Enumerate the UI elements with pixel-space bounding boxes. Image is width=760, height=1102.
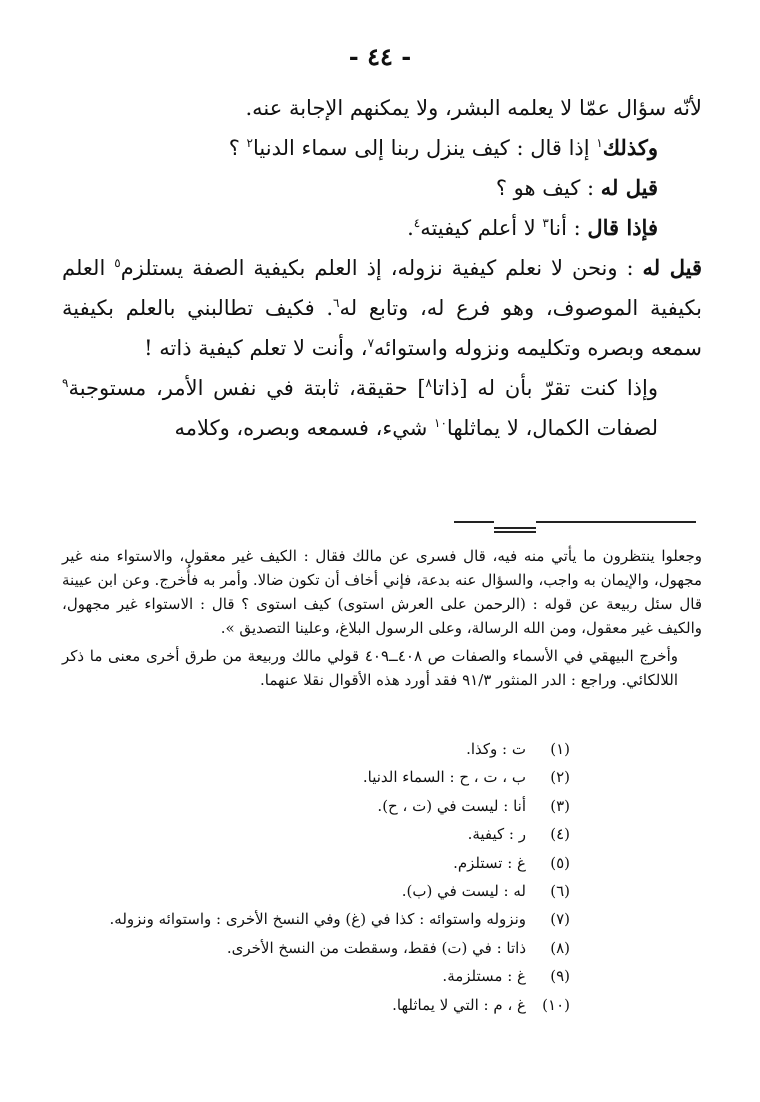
footnote-marker: ٥ [114,256,121,270]
paragraph-3 [62,168,702,208]
variant-number: (٨) [550,938,570,957]
paragraph-text: العلم بكيفية الموصوف، وهو فرع له، وتابع له [62,256,702,320]
footnote-divider [536,521,696,523]
variant-note [70,877,570,905]
variant-readings [70,735,570,1019]
footnote-marker: ٢ [246,136,253,150]
paragraph-text: ؟ [228,136,247,160]
footnote-marker: ٤ [413,216,421,230]
paragraph-text: ، وأنت لا تعلم كيفية ذاته ! [144,336,368,360]
variant-text: ونزوله واستوائه : كذا في (غ) وفي النسخ الأخرى : واستوائه ونزوله. [109,910,526,929]
footnote-divider [454,521,494,523]
paragraph-text: . فكيف تطالبني بالعلم بكيفية سمعه وبصره وتكليمه ونزوله واستوائه [62,296,702,360]
paragraph-text: ] حقيقة، ثابتة في نفس الأمر، مستوجبة [68,376,426,400]
variant-text: ت : وكذا. [466,740,526,758]
paragraph-text: : ونحن لا نعلم كيفية نزوله، إذ العلم بكيفية الصفة يستلزم [120,256,643,280]
variant-note [70,792,570,820]
paragraph-lead: قيل له [642,255,703,280]
footnotes [62,544,702,692]
variant-note [70,991,570,1019]
variant-text: له : ليست في (ب). [401,882,526,901]
variant-text: أنا : ليست في (ت ، ح). [377,796,526,815]
variant-number: (٣) [550,796,570,815]
variant-text: غ : تستلزم. [453,853,526,872]
variant-note [70,763,570,791]
variant-note [70,934,570,962]
paragraph-1: لأنّه سؤال عمّا لا يعلمه البشر، ولا يمكنهم الإجابة عنه. [245,96,702,120]
footnote-continuation: وجعلوا ينتظرون ما يأتي منه فيه، قال فسرى عن مالك فقال : الكيف غير معقول، والاستواء منه غير مجهول، والإيمان به واجب، والسؤال عنه بدعة، فإني أخاف أن تكون ضالا. وأمر به فأُخرج. وعن ابن عيينة قال سئل ربيعة عن قوله : (الرحمن على العرش استوى) كيف استوى ؟ قال : الاستواء غير مجهول، والكيف غير معقول، ومن الله الرسالة، وعلى الرسول البلاغ، وعلينا التصديق ». [62,547,702,637]
variant-note [70,820,570,848]
variant-text: ر : كيفية. [467,825,526,844]
variant-number: (٦) [550,882,570,901]
variant-number: (٢) [550,768,570,787]
variant-note [70,905,570,933]
footnote-marker: ٩ [62,376,69,390]
footnote-marker: ١٠ [434,416,447,430]
variant-number: (٥) [550,853,570,872]
footnote-marker: ٣ [542,216,549,230]
variant-note [70,735,570,763]
paragraph-2 [62,128,702,168]
variant-number: (٧) [550,910,570,929]
paragraph-text: . [407,216,414,240]
main-text [62,88,702,448]
page-number: - ٤٤ - [348,42,412,71]
variant-text: ب ، ت ، ح : السماء الدنيا. [362,768,526,787]
paragraph-lead: قيل له [600,175,658,200]
paragraph-lead: فإذا قال [587,215,658,240]
footnote-marker: ٦ [333,296,340,310]
variant-text: ذاتا : في (ت) فقط، وسقطت من النسخ الأخرى. [226,938,526,957]
variant-number: (٤) [550,825,570,844]
footnote-divider-double [494,527,536,533]
paragraph-4 [62,208,702,248]
paragraph-text: : كيف هو ؟ [495,176,601,200]
paragraph-text: شيء، فسمعه وبصره، وكلامه [174,416,435,440]
paragraph-text: لصفات الكمال، لا يماثلها [446,416,658,440]
variant-text: غ : مستلزمة. [442,967,526,986]
variant-note [70,849,570,877]
variant-number: (١) [550,740,570,758]
paragraph-lead: وكذلك [602,135,658,160]
footnote-reference: وأخرج البيهقي في الأسماء والصفات ص ٤٠٨ــ٤٠٩ قولي مالك وربيعة من طرق أخرى معنى ما ذكر اللالكائي. وراجع : الدر المنثور ٩١/٣ فقد أورد هذه الأقوال نقلا عنهما. [62,647,678,689]
variant-note [70,962,570,990]
footnote-marker: ٧ [367,336,375,350]
paragraph-5 [62,248,702,368]
variant-number: (٩) [550,967,570,986]
paragraph-6 [62,368,702,448]
paragraph-text: لا أعلم كيفيته [420,216,543,240]
footnote-marker: ١ [596,136,603,150]
footnote-marker: ٨ [425,376,432,390]
variant-text: غ ، م : التي لا يماثلها. [392,995,526,1014]
paragraph-text: إذا قال : كيف ينزل ربنا إلى سماء الدنيا [253,136,597,160]
paragraph-text: : أنا [548,216,588,240]
paragraph-text: وإذا كنت تقرّ بأن له [ذاتا [432,376,658,400]
variant-number: (١٠) [542,995,570,1014]
